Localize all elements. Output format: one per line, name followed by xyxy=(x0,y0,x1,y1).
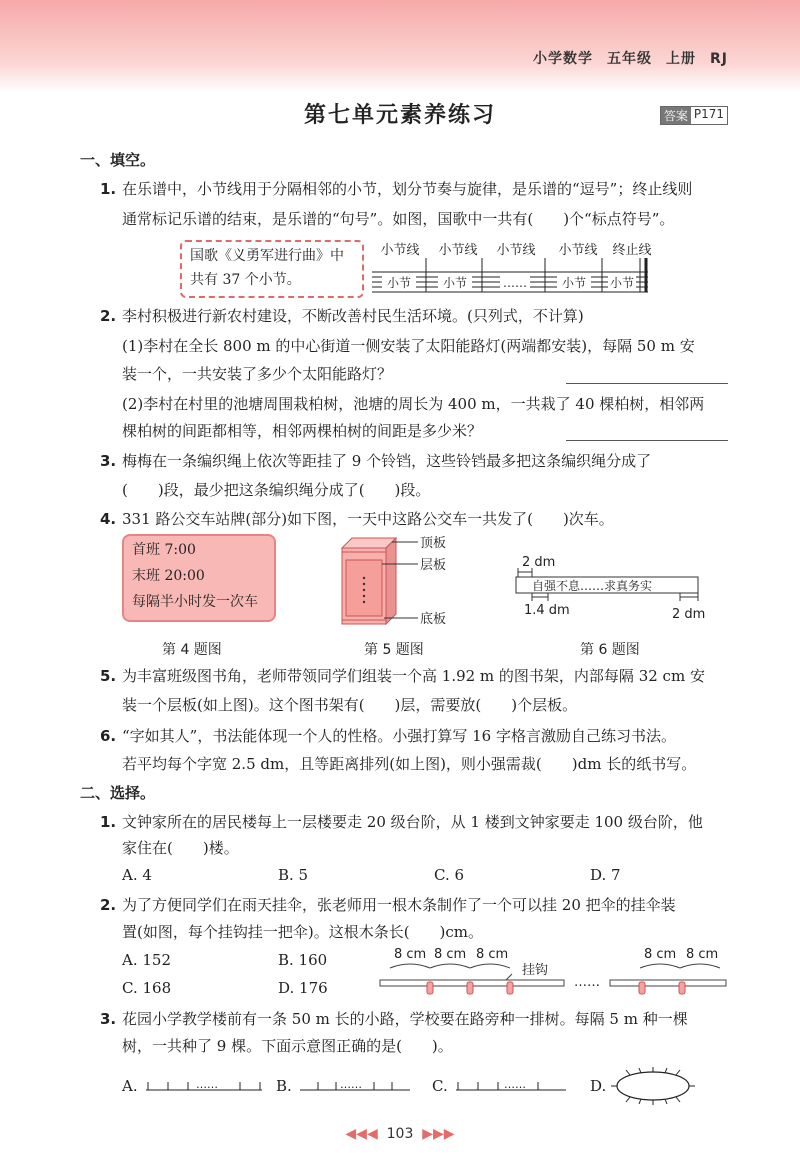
rack-dim-5: 8 cm xyxy=(686,947,719,962)
page-footer xyxy=(0,1126,800,1142)
c3-a-dots: …… xyxy=(196,1078,218,1091)
c3-b-dots: …… xyxy=(340,1078,362,1091)
answer-badge[interactable] xyxy=(660,106,728,125)
q2-answer-line-2[interactable] xyxy=(566,440,728,441)
c3-diagram-a xyxy=(144,1076,264,1096)
hook-label: 挂钩 xyxy=(522,963,549,978)
q4-number: 4. xyxy=(100,510,117,528)
c1-line2: 家住在( )楼。 xyxy=(122,839,239,857)
c3-number: 3. xyxy=(100,1010,117,1028)
bar-label-1: 小节 xyxy=(386,276,412,290)
answer-label: 答案 xyxy=(661,107,691,124)
c3-option-b[interactable]: B. xyxy=(276,1077,292,1095)
bar-label-3: 小节 xyxy=(561,276,587,290)
edition: RJ xyxy=(710,51,728,67)
caption-fig6: 第 6 题图 xyxy=(580,642,640,658)
c1-option-c[interactable]: C. 6 xyxy=(434,866,465,884)
bus-interval: 每隔半小时发一次车 xyxy=(132,594,258,610)
c2-option-d[interactable]: D. 176 xyxy=(278,979,328,997)
c3-option-c[interactable]: C. xyxy=(432,1077,448,1095)
c1-number: 1. xyxy=(100,813,117,831)
fig6-right-dim: 2 dm xyxy=(672,607,706,622)
header-band xyxy=(0,0,800,92)
c1-option-a[interactable]: A. 4 xyxy=(122,866,152,884)
answer-page: P171 xyxy=(693,107,724,121)
q3-line2: ( )段，最少把这条编织绳分成了( )段。 xyxy=(122,481,431,499)
staff-label-4: 小节线 xyxy=(558,243,598,258)
q2-sub2-line2: 棵柏树的间距都相等，相邻两棵柏树的间距是多少米？ xyxy=(122,422,483,440)
c3-option-a[interactable]: A. xyxy=(122,1077,138,1095)
q1-note-line2: 共有 37 个小节。 xyxy=(190,272,301,288)
shelf-board-label: 层板 xyxy=(420,558,447,573)
c3-c-dots: …… xyxy=(504,1078,526,1091)
section-heading-choice: 二、选择。 xyxy=(80,784,156,802)
q5-line2: 装一个层板(如上图)。这个图书架有( )层，需要放( )个层板。 xyxy=(122,696,578,714)
bus-last: 末班 20:00 xyxy=(132,568,205,584)
q4-line1: 331 路公交车站牌(部分)如下图，一天中这路公交车一共发了( )次车。 xyxy=(122,510,614,528)
q2-sub1-line2: 装一个，一共安装了多少个太阳能路灯？ xyxy=(122,365,393,383)
staff-label-3: 小节线 xyxy=(496,243,536,258)
c3-diagram-b xyxy=(298,1076,414,1096)
fig6-motto: 自强不息……求真务实 xyxy=(532,579,653,593)
rack-dots: …… xyxy=(574,975,600,990)
fig6-left-dim: 1.4 dm xyxy=(524,603,570,618)
bus-first: 首班 7:00 xyxy=(132,542,196,558)
section-heading-fill: 一、填空。 xyxy=(80,151,156,169)
q2-sub2-line1: (2)李村在村里的池塘周围栽柏树，池塘的周长为 400 m，一共栽了 40 棵柏树，相邻两 xyxy=(122,395,705,413)
caption-fig5: 第 5 题图 xyxy=(364,642,424,658)
c1-option-d[interactable]: D. 7 xyxy=(590,866,621,884)
rack-dim-1: 8 cm xyxy=(394,947,427,962)
caption-fig4: 第 4 题图 xyxy=(162,642,222,658)
q2-sub1-line1: (1)李村在全长 800 m 的中心街道一侧安装了太阳能路灯(两端都安装)，每隔 50 m 安 xyxy=(122,337,695,355)
bar-label-4: 小节 xyxy=(609,276,635,290)
q6-number: 6. xyxy=(100,727,117,745)
c3-diagram-d xyxy=(608,1064,698,1108)
next-arrows-icon: ▶▶▶ xyxy=(422,1126,455,1142)
q3-number: 3. xyxy=(100,452,117,470)
rack-dim-4: 8 cm xyxy=(644,947,677,962)
bottom-board-label: 底板 xyxy=(420,612,447,627)
page-title: 第七单元素养练习 xyxy=(303,103,496,128)
q1-number: 1. xyxy=(100,180,117,198)
bookshelf-figure xyxy=(336,534,456,628)
c2-option-b[interactable]: B. 160 xyxy=(278,951,328,969)
q2-answer-line-1[interactable] xyxy=(566,383,728,384)
bar-dots: …… xyxy=(503,276,527,290)
volume: 上册 xyxy=(666,51,696,67)
c2-line2: 置(如图，每个挂钩挂一把伞)。这根木条长( )cm。 xyxy=(122,923,484,941)
q6-line1: “字如其人”，书法能体现一个人的性格。小强打算写 16 字格言激励自己练习书法。 xyxy=(122,727,676,745)
q1-line1: 在乐谱中，小节线用于分隔相邻的小节，划分节奏与旋律，是乐谱的“逗号”；终止线则 xyxy=(122,180,693,198)
q1-note-line1: 国歌《义勇军进行曲》中 xyxy=(190,248,344,264)
q1-line2: 通常标记乐谱的结束，是乐谱的“句号”。如图，国歌中一共有( )个“标点符号”。 xyxy=(122,210,675,228)
page-number: 103 xyxy=(386,1126,414,1142)
q5-line1: 为丰富班级图书角，老师带领同学们组装一个高 1.92 m 的图书架，内部每隔 32 cm 安 xyxy=(122,667,705,685)
c2-option-c[interactable]: C. 168 xyxy=(122,979,172,997)
q3-line1: 梅梅在一条编织绳上依次等距挂了 9 个铃铛，这些铃铛最多把这条编织绳分成了 xyxy=(122,452,652,470)
c3-option-d[interactable]: D. xyxy=(590,1077,607,1095)
c1-line1: 文钟家所在的居民楼每上一层楼要走 20 级台阶，从 1 楼到文钟家要走 100 级台阶，他 xyxy=(122,813,703,831)
q6-line2: 若平均每个字宽 2.5 dm，且等距离排列(如上图)，则小强需裁( )dm 长的纸书写。 xyxy=(122,755,697,773)
prev-arrows-icon: ◀◀◀ xyxy=(345,1126,378,1142)
q2-line1: 李村积极进行新农村建设，不断改善村民生活环境。(只列式，不计算) xyxy=(122,307,584,325)
bar-label-2: 小节 xyxy=(442,276,468,290)
c2-option-a[interactable]: A. 152 xyxy=(122,951,171,969)
staff-label-2: 小节线 xyxy=(438,243,478,258)
top-board-label: 顶板 xyxy=(420,536,447,551)
subject: 小学数学 xyxy=(533,51,593,67)
q5-number: 5. xyxy=(100,667,117,685)
q2-number: 2. xyxy=(100,307,117,325)
c1-option-b[interactable]: B. 5 xyxy=(278,866,309,884)
umbrella-rack-figure xyxy=(378,944,728,1000)
music-staff-figure xyxy=(370,238,660,298)
staff-label-5: 终止线 xyxy=(612,243,652,258)
c3-line2: 树，一共种了 9 棵。下面示意图正确的是( )。 xyxy=(122,1037,453,1055)
c2-line1: 为了方便同学们在雨天挂伞，张老师用一根木条制作了一个可以挂 20 把伞的挂伞装 xyxy=(122,896,676,914)
c3-line1: 花园小学教学楼前有一条 50 m 长的小路，学校要在路旁种一排树。每隔 5 m 种一棵 xyxy=(122,1010,688,1028)
rack-dim-3: 8 cm xyxy=(476,947,509,962)
grade: 五年级 xyxy=(607,51,652,67)
c2-number: 2. xyxy=(100,896,117,914)
calligraphy-figure xyxy=(514,552,724,622)
staff-label-1: 小节线 xyxy=(380,243,420,258)
fig6-top-dim: 2 dm xyxy=(522,555,556,570)
book-info xyxy=(519,48,728,68)
c3-diagram-c xyxy=(454,1076,570,1096)
rack-dim-2: 8 cm xyxy=(434,947,467,962)
